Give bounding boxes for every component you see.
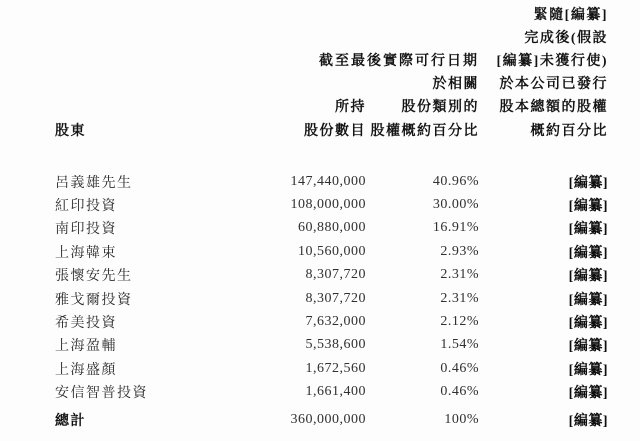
shareholder-name: 上海盈輔 bbox=[55, 339, 117, 355]
table-header bbox=[55, 2, 608, 141]
shareholder-name: 上海盛顏 bbox=[55, 362, 117, 378]
share-count: 8,307,720 bbox=[305, 267, 366, 283]
shareholder-name: 南印投資 bbox=[55, 222, 117, 238]
share-count: 108,000,000 bbox=[290, 197, 366, 213]
header-line-5 bbox=[55, 95, 608, 118]
shareholding-table bbox=[55, 2, 608, 432]
table-row bbox=[55, 310, 608, 333]
shareholder-name: 紅印投資 bbox=[55, 199, 117, 215]
percent-of-class: 1.54% bbox=[440, 337, 479, 353]
header-line-1 bbox=[55, 2, 608, 25]
shareholder-name: 希美投資 bbox=[55, 315, 117, 331]
shareholder-name: 上海韓束 bbox=[55, 245, 117, 261]
header-post-completion-line3: [編纂]未獲行使) bbox=[496, 53, 608, 69]
percent-of-class: 2.31% bbox=[440, 267, 479, 283]
header-as-of-date: 截至最後實際可行日期 bbox=[319, 53, 479, 69]
header-relevant-class-line1: 於相關 bbox=[432, 77, 479, 93]
header-post-completion-line5: 股本總額的股權 bbox=[499, 100, 608, 116]
table-row bbox=[55, 264, 608, 287]
shareholder-name: 張懷安先生 bbox=[55, 269, 133, 285]
redacted-value: [編纂] bbox=[568, 414, 608, 430]
share-count: 8,307,720 bbox=[305, 290, 366, 306]
redacted-value: [編纂] bbox=[568, 222, 608, 238]
percent-of-class: 40.96% bbox=[432, 173, 479, 189]
header-line-6 bbox=[55, 118, 608, 141]
header-line-3 bbox=[55, 48, 608, 71]
total-percent: 100% bbox=[444, 412, 479, 428]
header-shares-held-line2: 股份數目 bbox=[304, 123, 366, 139]
percent-of-class: 2.12% bbox=[440, 313, 479, 329]
header-line-2 bbox=[55, 25, 608, 48]
header-post-completion-line6: 概約百分比 bbox=[530, 123, 608, 139]
redacted-value: [編纂] bbox=[568, 245, 608, 261]
redacted-value: [編纂] bbox=[568, 269, 608, 285]
header-relevant-class-line2: 股份類別的 bbox=[401, 100, 479, 116]
share-count: 10,560,000 bbox=[298, 243, 366, 259]
redacted-value: [編纂] bbox=[568, 199, 608, 215]
percent-of-class: 0.46% bbox=[440, 360, 479, 376]
percent-of-class: 30.00% bbox=[432, 197, 479, 213]
table-row bbox=[55, 240, 608, 263]
shareholder-name: 安信智普投資 bbox=[55, 385, 148, 401]
header-post-completion-line1: 緊隨[編纂] bbox=[533, 7, 608, 23]
table-total-row bbox=[55, 409, 608, 432]
header-shareholder: 股東 bbox=[55, 123, 86, 139]
table-body bbox=[55, 170, 608, 432]
header-line-4 bbox=[55, 72, 608, 95]
percent-of-class: 0.46% bbox=[440, 383, 479, 399]
redacted-value: [編纂] bbox=[568, 292, 608, 308]
table-row bbox=[55, 357, 608, 380]
share-count: 1,661,400 bbox=[305, 383, 366, 399]
redacted-value: [編纂] bbox=[568, 175, 608, 191]
redacted-value: [編纂] bbox=[568, 339, 608, 355]
percent-of-class: 2.93% bbox=[440, 243, 479, 259]
percent-of-class: 2.31% bbox=[440, 290, 479, 306]
share-count: 147,440,000 bbox=[290, 173, 366, 189]
share-count: 7,632,000 bbox=[305, 313, 366, 329]
table-row bbox=[55, 380, 608, 403]
table-row bbox=[55, 287, 608, 310]
shareholder-name: 呂義雄先生 bbox=[55, 175, 133, 191]
share-count: 60,880,000 bbox=[298, 220, 366, 236]
share-count: 5,538,600 bbox=[305, 337, 366, 353]
table-row bbox=[55, 193, 608, 216]
redacted-value: [編纂] bbox=[568, 315, 608, 331]
header-relevant-class-line3: 股權概約百分比 bbox=[370, 123, 479, 139]
total-share-count: 360,000,000 bbox=[290, 412, 366, 428]
header-shares-held-line1: 所持 bbox=[335, 100, 366, 116]
redacted-value: [編纂] bbox=[568, 362, 608, 378]
total-label: 總計 bbox=[55, 414, 86, 430]
table-row bbox=[55, 217, 608, 240]
percent-of-class: 16.91% bbox=[432, 220, 479, 236]
table-row bbox=[55, 334, 608, 357]
header-post-completion-line4: 於本公司已發行 bbox=[499, 77, 608, 93]
table-row bbox=[55, 170, 608, 193]
header-post-completion-line2: 完成後(假設 bbox=[524, 30, 608, 46]
redacted-value: [編纂] bbox=[568, 385, 608, 401]
shareholder-name: 雅戈爾投資 bbox=[55, 292, 133, 308]
share-count: 1,672,560 bbox=[305, 360, 366, 376]
